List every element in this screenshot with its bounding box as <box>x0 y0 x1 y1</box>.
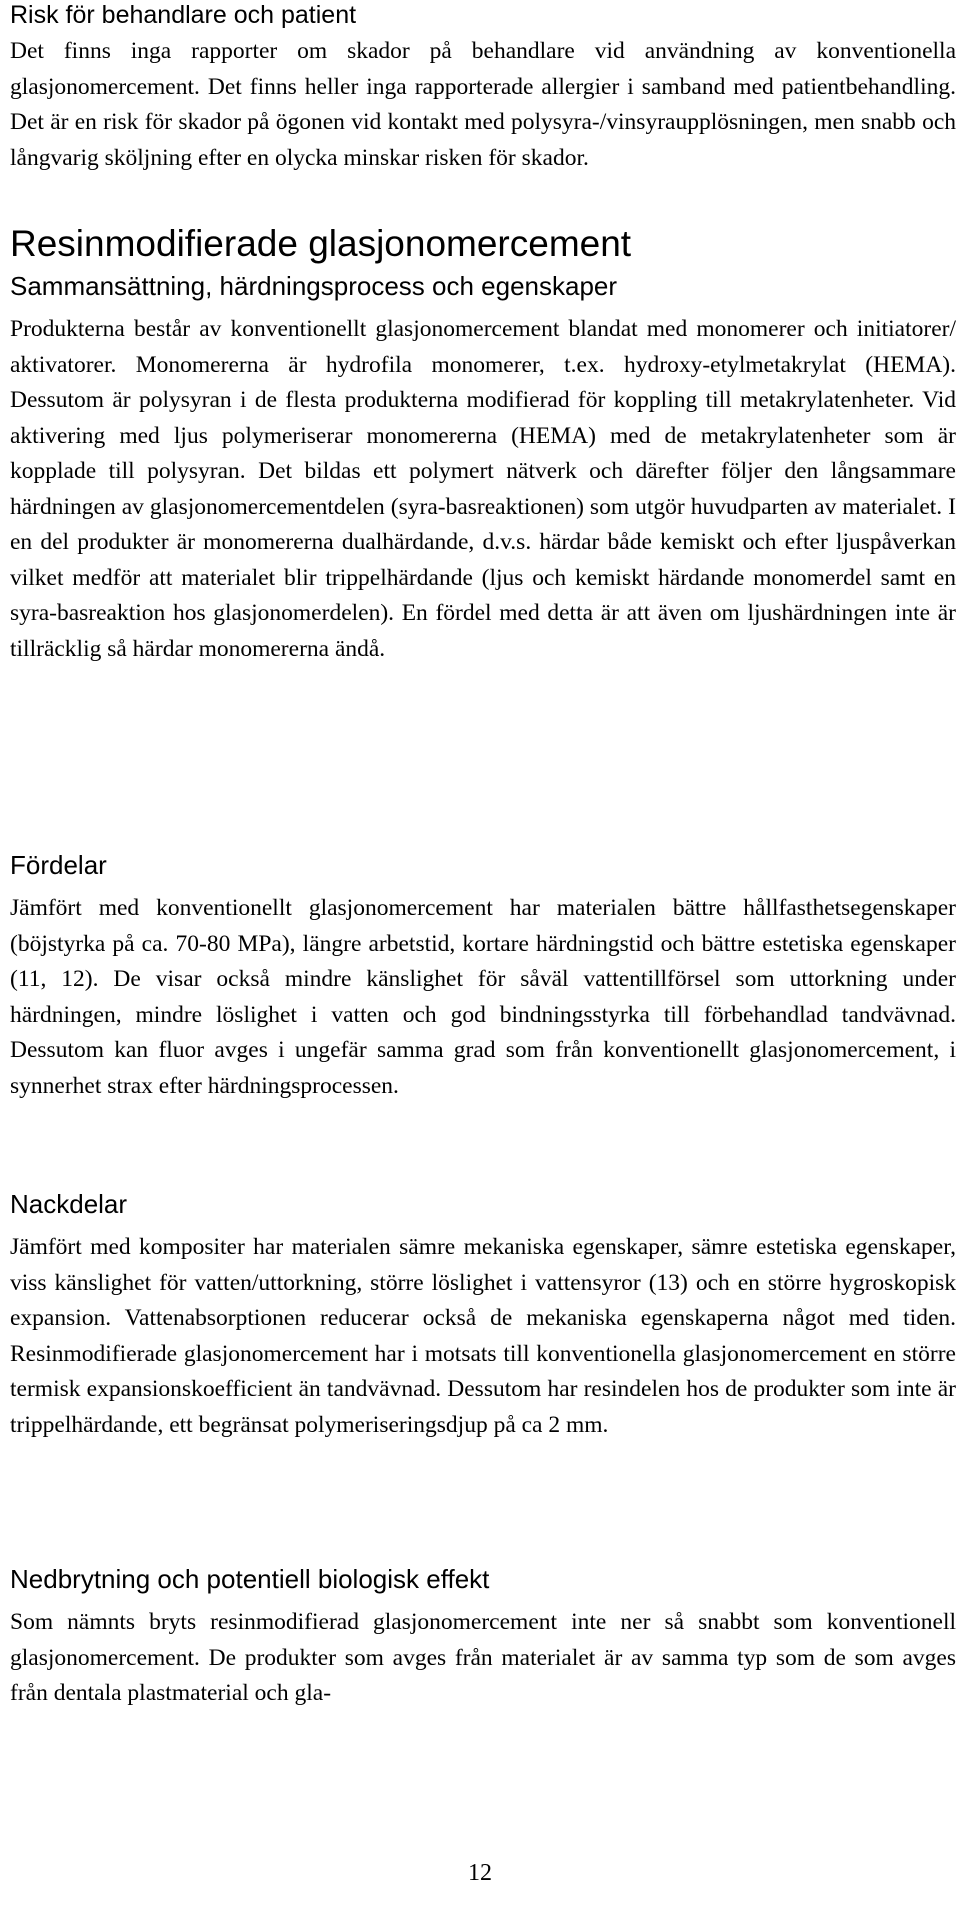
paragraph-disadvantages: Jämfört med kompositer har materialen sämre mekaniska egenskaper, sämre estetiska egenskaper, viss känslighet för vatten/uttorkning, större löslighet i vattensyror (13) och en större hygroskopisk expansion. Vattenabsorptionen reducerar också de mekaniska egenskaperna något med tiden. Resinmodifierade glasjonomercement har i motsats till konventionella glasjonomercement en större termisk expansionskoefficient än tandvävnad. Dessutom har resindelen hos de produkter som inte är trippelhärdande, ett begränsat polymeriseringsdjup på ca 2 mm. <box>10 1234 956 1438</box>
section-subheading-composition: Sammansättning, härdningsprocess och egenskaper <box>10 271 618 301</box>
section-disadvantages <box>10 1188 956 1443</box>
section-heading-risk: Risk för behandlare och patient <box>10 1 357 29</box>
section-advantages <box>10 849 956 1104</box>
page-number: 12 <box>468 1860 492 1886</box>
section-heading-degradation: Nedbrytning och potentiell biologisk effekt <box>10 1564 490 1594</box>
paragraph-degradation: Som nämnts bryts resinmodifierad glasjonomercement inte ner så snabbt som konventionell glasjonomercement. De produkter som avges från materialet är av samma typ som de som avges från dentala plastmaterial och gla- <box>10 1609 956 1706</box>
section-degradation <box>10 1563 956 1712</box>
paragraph-risk: Det finns inga rapporter om skador på behandlare vid användning av konventionella glasjonomercement. Det finns heller inga rapporterade allergier i samband med patientbehandling. Det är en risk för skador på ögonen vid kontakt med polysyra-/vinsyraupplösningen, men snabb och långvarig sköljning efter en olycka minskar risken för skador. <box>10 38 956 171</box>
section-risk <box>10 0 956 176</box>
page-title: Resinmodifierade glasjonomercement <box>10 223 632 264</box>
section-heading-advantages: Fördelar <box>10 850 107 880</box>
paragraph-composition: Produkterna består av konventionellt glasjonomercement blandat med monomerer och initiatorer/ aktivatorer. Monomererna är hydrofila monomerer, t.ex. hydroxy-etylmetakrylat (HEMA). Dessutom är polysyran i de flesta produkterna modifierad för koppling till metakrylatenheter. Vid aktivering med ljus polymeriserar monomererna (HEMA) med de metakrylatenheter som är kopplade till polysyran. Det bildas ett polymert nätverk och därefter följer den långsammare härdningen av glasjonomercementdelen (syra-basreaktionen) som utgör huvudparten av materialet. I en del produkter är monomererna dualhärdande, d.v.s. härdar både kemiskt och efter ljuspåverkan vilket medför att materialet blir trippelhärdande (ljus och kemiskt härdande monomerdel samt en syra-basreaktion hos glasjonomerdelen). En fördel med detta är att även om ljushärdningen inte är tillräcklig så härdar monomererna ändå. <box>10 316 956 662</box>
paragraph-advantages: Jämfört med konventionellt glasjonomercement har materialen bättre hållfasthetsegenskaper (böjstyrka på ca. 70-80 MPa), längre arbetstid, kortare härdningstid och bättre estetiska egenskaper (11, 12). De visar också mindre känslighet för såväl vattentillförsel som uttorkning under härdningen, mindre löslighet i vatten och god bindningsstyrka till förbehandlad tandvävnad. Dessutom kan fluor avges i ungefär samma grad som från konventionellt glasjonomercement, i synnerhet strax efter härdningsprocessen. <box>10 895 956 1099</box>
section-heading-disadvantages: Nackdelar <box>10 1189 128 1219</box>
section-resin <box>10 222 956 667</box>
